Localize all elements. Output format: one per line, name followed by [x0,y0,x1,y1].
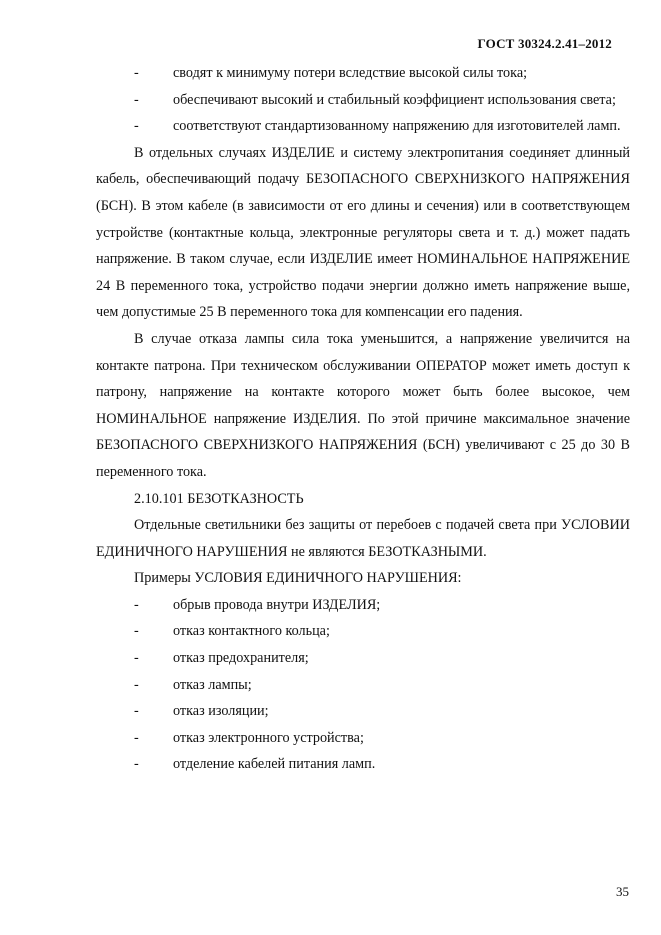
list-item [96,87,630,114]
bullet-dash: - [134,118,139,135]
bullet-dash: - [134,650,139,667]
list-item [96,698,630,725]
examples-intro: Примеры УСЛОВИЯ ЕДИНИЧНОГО НАРУШЕНИЯ: [134,570,462,587]
list-item [96,618,630,645]
list-item-text: обеспечивают высокий и стабильный коэффициент использования света; [173,91,616,108]
bullet-dash: - [134,623,139,640]
list-item-text: отказ лампы; [173,676,252,693]
list-item-text: обрыв провода внутри ИЗДЕЛИЯ; [173,596,381,613]
bullet-dash: - [134,65,139,81]
list-item-text: отказ электронного устройства; [173,729,364,746]
page-body [96,60,630,778]
list-item-text: соответствуют стандартизованному напряжению для изготовителей ламп. [173,118,621,135]
bullet-dash: - [134,703,139,720]
paragraph-lamp-failure: В случае отказа лампы сила тока уменьшится, а напряжение увеличится на контакте патрона. При техническом обслуживании ОПЕРАТОР может иметь доступ к патрону, напряжение на контакте которого может быть более высокое, чем НОМИНАЛЬНОЕ напряжение ИЗДЕЛИЯ. По этой причине максимальное значение БЕЗОПАСНОГО СВЕРХНИЗКОГО НАПРЯЖЕНИЯ (БСН) увеличивают с 25 до 30 В переменного тока. [96,330,630,480]
document-code-header: ГОСТ 30324.2.41–2012 [477,36,612,51]
list-item-text: отказ контактного кольца; [173,623,330,640]
list-item-text: отказ предохранителя; [173,650,309,667]
bullet-dash: - [134,729,139,746]
list-item [96,592,630,619]
list-item [96,672,630,699]
paragraph-reliability: Отдельные светильники без защиты от перебоев с подачей света при УСЛОВИИ ЕДИНИЧНОГО НАРУШЕНИЯ не являются БЕЗОТКАЗНЫМИ. [96,517,630,560]
list-item [96,113,630,140]
paragraph-cable-voltage: В отдельных случаях ИЗДЕЛИЕ и систему электропитания соединяет длинный кабель, обеспечивающий подачу БЕЗОПАСНОГО СВЕРХНИЗКОГО НАПРЯЖЕНИЯ (БСН). В этом кабеле (в зависимости от его длины и сечения) или в соответствующем устройстве (контактные кольца, электронные регуляторы света и т. д.) может падать напряжение. В таком случае, если ИЗДЕЛИЕ имеет НОМИНАЛЬНОЕ НАПРЯЖЕНИЕ 24 В переменного тока, устройство подачи энергии должно иметь напряжение выше, чем допустимые 25 В переменного тока для компенсации его падения. [96,144,630,321]
list-item-text: отказ изоляции; [173,703,269,720]
list-item [96,751,630,778]
list-item [96,725,630,752]
list-item [96,60,630,87]
section-heading: 2.10.101 БЕЗОТКАЗНОСТЬ [134,490,304,507]
bullet-dash: - [134,596,139,613]
list-item [96,645,630,672]
bullet-dash: - [134,676,139,693]
list-item-text: сводят к минимуму потери вследствие высокой силы тока; [173,65,528,81]
bullet-dash: - [134,756,139,773]
bullet-dash: - [134,91,139,108]
page-number: 35 [616,884,629,899]
list-item-text: отделение кабелей питания ламп. [173,756,376,773]
